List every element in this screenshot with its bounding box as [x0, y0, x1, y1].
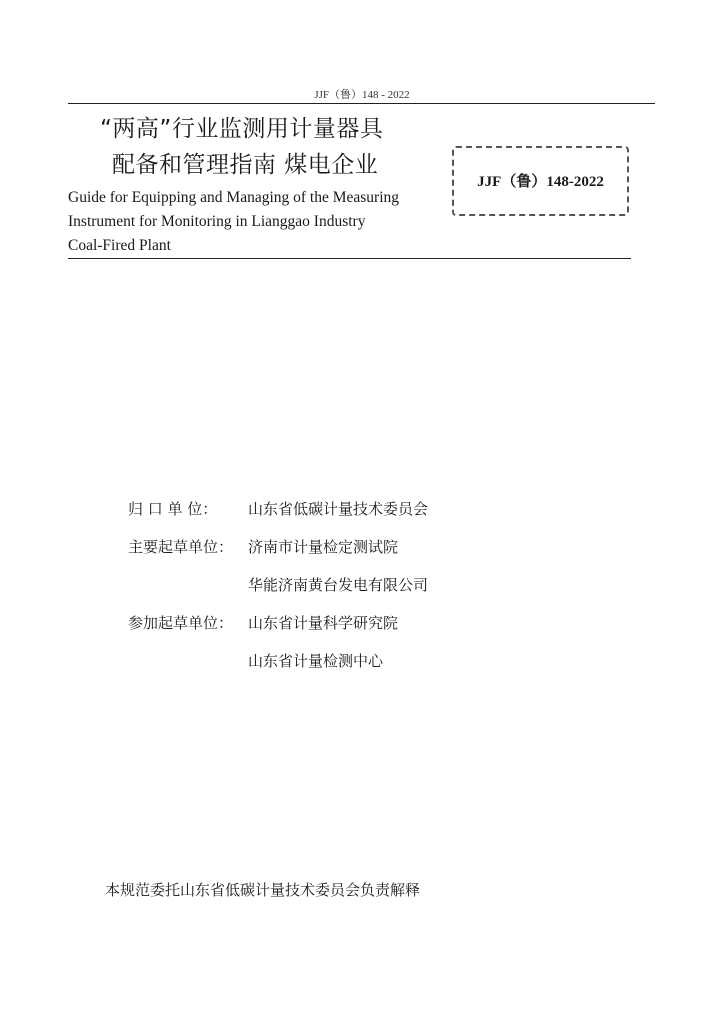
responsible-unit-row [128, 498, 429, 536]
responsible-unit-value: 山东省低碳计量技术委员会 [248, 500, 429, 518]
participating-drafter-row-2 [128, 650, 384, 688]
participating-drafter-label: 参加起草单位： [128, 614, 234, 632]
running-header: JJF（鲁）148 - 2022 [314, 89, 410, 101]
title-en-line-2: Instrument for Monitoring in Lianggao Industry [68, 213, 366, 230]
participating-drafter-value-1: 山东省计量科学研究院 [248, 614, 399, 632]
header-rule [68, 103, 655, 104]
title-en-line-3: Coal-Fired Plant [68, 237, 171, 254]
standard-code-box [452, 146, 629, 216]
interpretation-note: 本规范委托山东省低碳计量技术委员会负责解释 [105, 881, 421, 899]
main-drafter-label: 主要起草单位： [128, 538, 234, 556]
title-zh-line-2: 配备和管理指南 煤电企业 [112, 152, 379, 178]
main-drafter-value-1: 济南市计量检定测试院 [248, 538, 399, 556]
participating-drafter-row [128, 612, 399, 650]
title-en-line-1: Guide for Equipping and Managing of the Measuring [68, 189, 400, 206]
drafting-units [128, 498, 429, 688]
responsible-unit-label: 归 口 单 位： [128, 500, 218, 518]
standard-code: JJF（鲁）148-2022 [477, 174, 604, 190]
title-en [68, 186, 458, 258]
main-drafter-row [128, 536, 399, 574]
title-rule [68, 258, 631, 259]
title-zh-line-1: “两高”行业监测用计量器具 [100, 116, 384, 142]
main-drafter-value-2: 华能济南黄台发电有限公司 [248, 576, 429, 594]
participating-drafter-value-2: 山东省计量检测中心 [248, 652, 384, 670]
main-drafter-row-2 [128, 574, 429, 612]
